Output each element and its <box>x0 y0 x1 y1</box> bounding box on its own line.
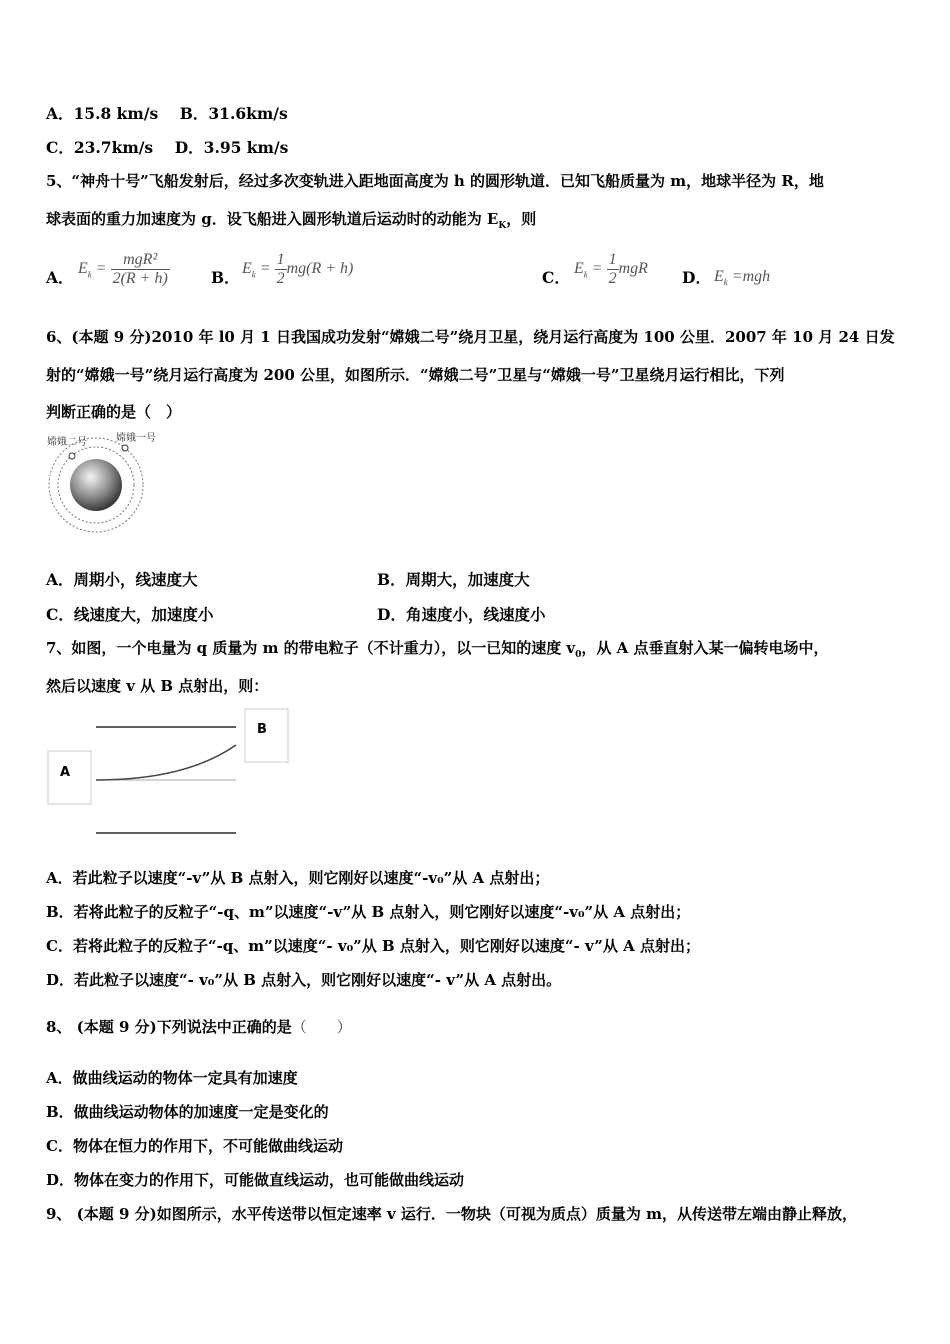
q6-option-d: D．角速度小，线速度小 <box>377 605 546 624</box>
q5-option-d-label: D． <box>682 268 711 287</box>
q5-option-b-formula: $E_k$ = $\frac{1}{2}$ mg(R + h) <box>242 251 354 287</box>
q6-option-c: C．线速度大，加速度小 <box>46 605 214 624</box>
satellite-1-icon <box>122 445 128 451</box>
q7-stem-line-1: 7、如图，一个电量为 q 质量为 m 的带电粒子（不计重力），以一已知的速度 $v_0$，从 A 点垂直射入某一偏转电场中， <box>46 639 829 660</box>
q5-stem-line-1: 5、“神舟十号”飞船发射后，经过多次变轨进入距地面高度为 h 的圆形轨道．已知飞船质量为 m，地球半径为 R，地 <box>46 172 824 190</box>
q5-option-c-label: C． <box>542 268 570 287</box>
q8-option-a: A．做曲线运动的物体一定具有加速度 <box>46 1069 298 1087</box>
q4-option-c: C．23.7km/s <box>46 138 154 157</box>
orbit-figure <box>44 428 164 538</box>
q8-stem: 8、 (本题 9 分)下列说法中正确的是（ ） <box>46 1018 352 1036</box>
q7-stem-line-2: 然后以速度 v 从 B 点射出，则： <box>46 677 269 695</box>
q8-option-b: B．做曲线运动物体的加速度一定是变化的 <box>46 1103 329 1121</box>
q4-option-row-1 <box>46 102 288 124</box>
q5-option-a-formula: $E_k$ = $\frac{\text{mgR²}}{2(R + h)}$ <box>78 251 168 287</box>
fig-label-chang-e-1: 嫦娥一号 <box>116 433 156 444</box>
q7-option-b: B．若将此粒子的反粒子“-q、m”以速度“-v”从 B 点射入，则它刚好以速度“-v₀”从 A 点射出； <box>46 903 691 921</box>
point-a-label: A <box>60 765 71 780</box>
q5-option-d-formula: $E_k =mgh$ <box>714 268 771 288</box>
q6-option-a: A．周期小，线速度大 <box>46 570 198 589</box>
q4-option-a: A．15.8 km/s <box>46 104 159 123</box>
q5-option-c-formula: $E_k$ = $\frac{1}{2}$ mgR <box>574 251 648 287</box>
q6-stem-line-3: 判断正确的是（ ） <box>46 403 182 421</box>
q5-stem-line-2: 球表面的重力加速度为 g．设飞船进入圆形轨道后运动时的动能为 $E_K$，则 <box>46 210 537 231</box>
q4-option-row-2 <box>46 136 288 158</box>
q4-option-d: D．3.95 km/s <box>174 138 289 157</box>
q9-stem-line-1: 9、 (本题 9 分)如图所示，水平传送带以恒定速率 v 运行．一物块（可视为质点）质量为 m，从传送带左端由静止释放， <box>46 1205 857 1223</box>
fig-label-chang-e-2: 嫦娥二号 <box>47 437 87 448</box>
deflection-field-figure <box>46 706 296 841</box>
moon-icon <box>70 459 122 511</box>
answer-paren: （ ） <box>291 1018 352 1036</box>
q7-option-a: A．若此粒子以速度“-v”从 B 点射入，则它刚好以速度“-v₀”从 A 点射出； <box>46 869 550 887</box>
q7-option-c: C．若将此粒子的反粒子“-q、m”以速度“- v₀”从 B 点射入，则它刚好以速度“- v”从 A 点射出； <box>46 937 700 955</box>
satellite-2-icon <box>69 453 75 459</box>
point-b-label: B <box>257 722 267 737</box>
q6-stem-line-1: 6、(本题 9 分)2010 年 l0 月 1 日我国成功发射“嫦娥二号”绕月卫星，绕月运行高度为 100 公里．2007 年 10 月 24 日发 <box>46 328 895 346</box>
particle-trajectory <box>96 745 236 780</box>
q5-option-b-label: B． <box>211 268 240 287</box>
q8-option-c: C．物体在恒力的作用下，不可能做曲线运动 <box>46 1137 343 1155</box>
q4-option-b: B．31.6km/s <box>179 104 288 123</box>
q5-option-a-label: A． <box>46 268 74 287</box>
q6-stem-line-2: 射的“嫦娥一号”绕月运行高度为 200 公里，如图所示．“嫦娥二号”卫星与“嫦娥一号”卫星绕月运行相比，下列 <box>46 366 785 384</box>
q7-option-d: D．若此粒子以速度“- v₀”从 B 点射入，则它刚好以速度“- v”从 A 点射出。 <box>46 971 562 989</box>
q6-option-b: B．周期大，加速度大 <box>377 570 530 589</box>
q8-option-d: D．物体在变力的作用下，可能做直线运动，也可能做曲线运动 <box>46 1171 465 1189</box>
